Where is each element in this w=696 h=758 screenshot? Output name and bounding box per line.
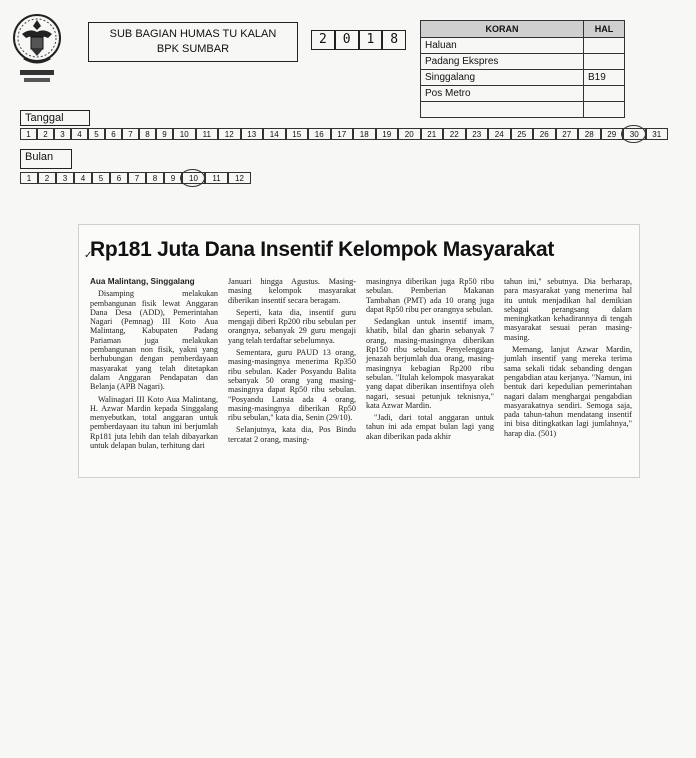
table-row (421, 54, 625, 70)
day-cell: 20 (398, 128, 421, 140)
newspaper-name: Padang Ekspres (421, 54, 584, 70)
month-cell: 2 (38, 172, 56, 184)
check-mark-icon: ✓ (84, 250, 93, 261)
tanggal-label: Tanggal (20, 110, 90, 126)
newspaper-name: Singgalang (421, 70, 584, 86)
article-column-4 (504, 277, 632, 441)
day-cell: 7 (122, 128, 139, 140)
paragraph: Sementara, guru PAUD 13 orang, masing-masingnya menerima Rp350 ribu sebulan. Kader Posyandu Balita sebanyak 50 orang yang masing-masingnya dapat Rp50 ribu sebulan. "Posyandu Lansia ada 4 orang, masing-masingnya diberikan Rp50 ribu sebulan," kata dia, Senin (29/10). (228, 348, 356, 423)
day-cell: 26 (533, 128, 556, 140)
article-headline: Rp181 Juta Dana Insentif Kelompok Masyarakat (90, 238, 555, 261)
day-cell: 19 (376, 128, 399, 140)
day-cell: 29 (601, 128, 624, 140)
day-cell: 13 (241, 128, 264, 140)
newspaper-name: Pos Metro (421, 86, 584, 102)
day-cell: 6 (105, 128, 122, 140)
paragraph: Selanjutnya, kata dia, Pos Bindu tercatat 2 orang, masing- (228, 425, 356, 444)
month-cell: 5 (92, 172, 110, 184)
day-cell: 16 (308, 128, 331, 140)
day-cell: 23 (466, 128, 489, 140)
day-cell: 27 (556, 128, 579, 140)
year-boxes (311, 30, 406, 50)
agency-header-box (88, 22, 298, 62)
table-row (421, 70, 625, 86)
month-cell: 9 (164, 172, 182, 184)
page-value: B19 (584, 70, 625, 86)
year-digit: 2 (311, 30, 335, 50)
paragraph: "Jadi, dari total anggaran untuk tahun ini ada empat bulan lagi yang akan diberikan pada akhir (366, 413, 494, 441)
paragraph: Disamping melakukan pembangunan fisik lewat Anggaran Dana Desa (ADD), Pemerintahan Nagari (Pemnag) III Koto Aua Malintang, Kabupaten Padang Pariaman juga melakukan pembangunan non fisik, yakni yang berhubungan dengan pemberdayaan masyarakat yang telah ditetapkan dalam Anggaran Pendapatan dan Belanja (APB Nagari). (90, 289, 218, 392)
day-cell: 30 (623, 128, 646, 140)
day-cell: 2 (37, 128, 54, 140)
garuda-emblem-logo (12, 8, 62, 86)
month-cell: 4 (74, 172, 92, 184)
month-cell: 12 (228, 172, 251, 184)
day-cell: 4 (71, 128, 88, 140)
day-cell: 31 (646, 128, 669, 140)
table-row (421, 38, 625, 54)
day-cell: 28 (578, 128, 601, 140)
selected-circle-mark (621, 125, 646, 143)
year-digit: 8 (382, 30, 406, 50)
month-cell: 8 (146, 172, 164, 184)
newspaper-name: Haluan (421, 38, 584, 54)
bulan-label: Bulan (20, 149, 72, 169)
paragraph: Walinagari III Koto Aua Malintang, H. Azwar Mardin kepada Singgalang menyebutkan, total anggaran untuk pemberdayaan itu tahun ini berjumlah Rp181 juta lebih dan telah dibayarkan untuk delapan bulan, terhitung dari (90, 394, 218, 451)
day-cell: 25 (511, 128, 534, 140)
day-cell: 18 (353, 128, 376, 140)
month-cell: 6 (110, 172, 128, 184)
page-value (584, 54, 625, 70)
day-cell: 12 (218, 128, 241, 140)
paragraph: tahun ini," sebutnya. Dia berharap, para masyarakat yang menerima hal itu untuk menjadikan hal demikian sebagai perangsang dalam meningkatkan kehadirannya di tengah masyarakat sesuai peran masing-masing. (504, 277, 632, 342)
month-cell: 11 (205, 172, 228, 184)
paragraph: Sedangkan untuk insentif imam, khatib, bilal dan gharin sebanyak 7 orang, masing-masingnya diberikan Rp150 ribu sebulan. Penyelenggara jenazah berjumlah dua orang, masing-masingnya kebagian Rp200 ribu sebulan. "Itulah kelompok masyarakat yang dapat diberikan insentifnya oleh nagari, sesuai petunjuk teknisnya," kata Azwar Mardin. (366, 317, 494, 410)
newspaper-name (421, 102, 584, 118)
day-number-row (20, 128, 668, 140)
table-row (421, 102, 625, 118)
page-value (584, 38, 625, 54)
paragraph: masingnya diberikan juga Rp50 ribu sebulan. Pemberian Makanan Tambahan (PMT) ada 10 orang juga dapat Rp50 ribu per orangnya sebulan. (366, 277, 494, 314)
paragraph: Memang, lanjut Azwar Mardin, jumlah insentif yang mereka terima sama sekali tidak sebanding dengan pengabdian atau kerjanya. "Namun, ini bentuk dari kepedulian pemerintahan nagari dalam menghargai pengabdian masyarakatnya sendiri. Semoga saja, pada tahun-tahun mendatang insentif ini bisa ditingkatkan lagi jumlahnya," harap dia. (501) (504, 345, 632, 438)
newspaper-column-header: KORAN (421, 21, 584, 38)
day-cell: 22 (443, 128, 466, 140)
table-row (421, 86, 625, 102)
day-cell: 11 (196, 128, 219, 140)
day-cell: 15 (286, 128, 309, 140)
newspaper-table (420, 20, 625, 118)
article-column-2 (228, 277, 356, 447)
page-column-header: HAL (584, 21, 625, 38)
month-cell: 3 (56, 172, 74, 184)
day-cell: 17 (331, 128, 354, 140)
selected-circle-mark (180, 169, 205, 187)
day-cell: 24 (488, 128, 511, 140)
paragraph: Seperti, kata dia, insentif guru mengaji diberi Rp200 ribu sebulan per orangnya, sebanyak 29 guru mengaji yang telah terdaftar sebelumnya. (228, 307, 356, 345)
month-cell: 10 (182, 172, 205, 184)
article-column-1 (90, 277, 218, 453)
day-cell: 10 (173, 128, 196, 140)
day-cell: 8 (139, 128, 156, 140)
year-digit: 1 (359, 30, 383, 50)
page-value (584, 86, 625, 102)
day-cell: 9 (156, 128, 173, 140)
month-number-row (20, 172, 260, 184)
article-dateline: Aua Malintang, Singgalang (90, 277, 195, 286)
paragraph: Januari hingga Agustus. Masing-masing kelompok masyarakat diberikan insentif secara beragam. (228, 277, 356, 305)
day-cell: 3 (54, 128, 71, 140)
month-cell: 7 (128, 172, 146, 184)
agency-line-2: BPK SUMBAR (156, 43, 230, 55)
agency-line-1: SUB BAGIAN HUMAS TU KALAN (109, 28, 277, 40)
month-cell: 1 (20, 172, 38, 184)
year-digit: 0 (335, 30, 359, 50)
article-column-3 (366, 277, 494, 444)
day-cell: 21 (421, 128, 444, 140)
day-cell: 1 (20, 128, 37, 140)
day-cell: 5 (88, 128, 105, 140)
day-cell: 14 (263, 128, 286, 140)
page-value (584, 102, 625, 118)
